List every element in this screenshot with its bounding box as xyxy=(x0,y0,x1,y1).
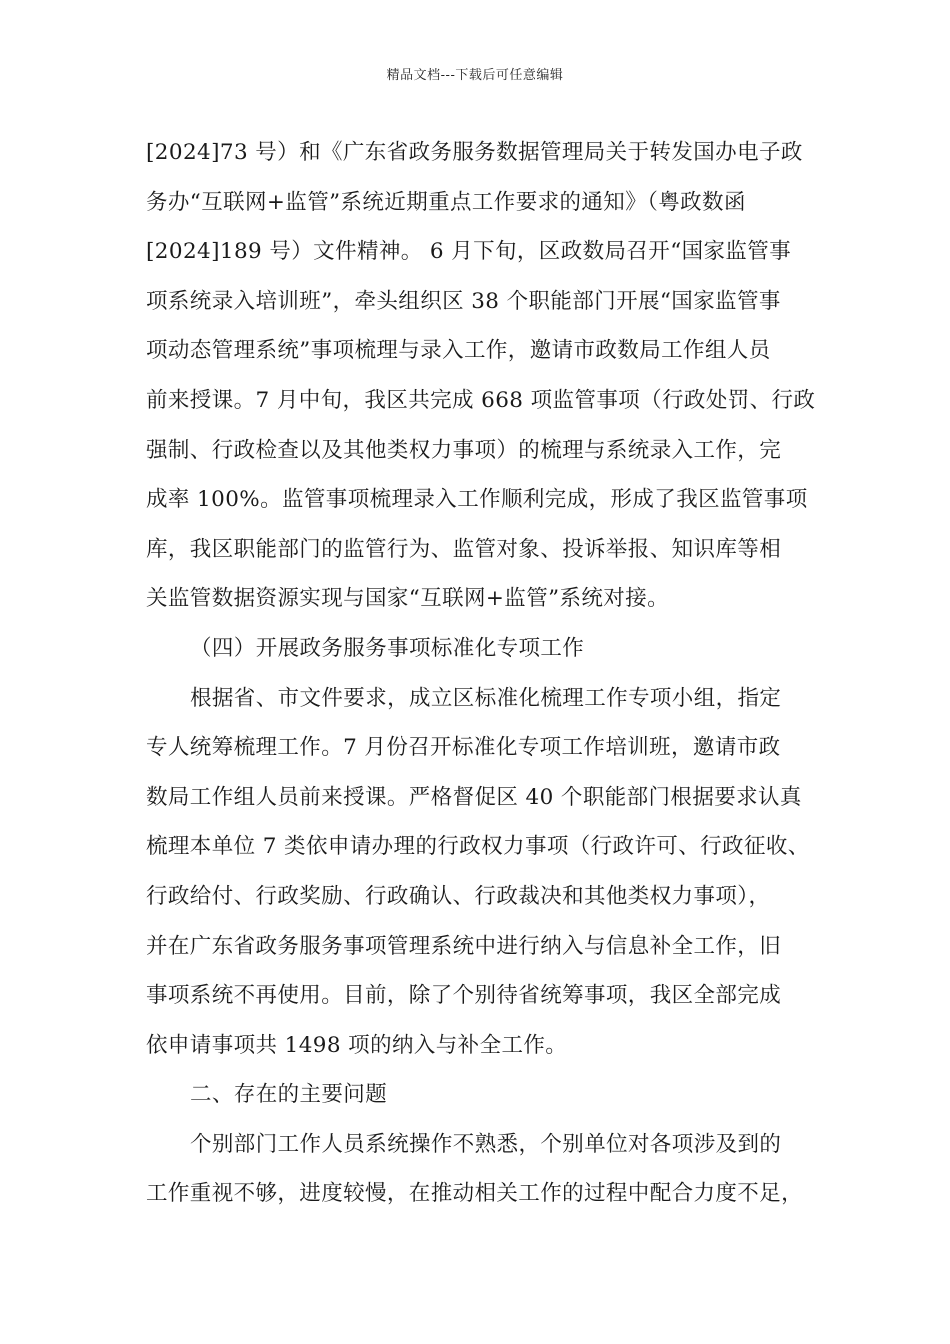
text-line: [2024]189 号）文件精神。 6 月下旬，区政数局召开“国家监管事 xyxy=(146,239,792,265)
text-line: 梳理本单位 7 类依申请办理的行政权力事项（行政许可、行政征收、 xyxy=(146,834,810,860)
text-line: 行政给付、行政奖励、行政确认、行政裁决和其他类权力事项）， xyxy=(146,883,771,909)
paragraph-first-line: 根据省、市文件要求，成立区标准化梳理工作专项小组，指定 xyxy=(190,685,782,711)
text-line: 事项系统不再使用。目前，除了个别待省统筹事项，我区全部完成 xyxy=(146,983,782,1009)
section-heading: （四）开展政务服务事项标准化专项工作 xyxy=(190,635,585,661)
text-line: 项系统录入培训班”，牵头组织区 38 个职能部门开展“国家监管事 xyxy=(146,288,781,314)
page-header: 精品文档---下载后可任意编辑 xyxy=(386,68,564,83)
text-line: 前来授课。7 月中旬，我区共完成 668 项监管事项（行政处罚、行政 xyxy=(146,387,816,413)
text-line: 关监管数据资源实现与国家“互联网+监管”系统对接。 xyxy=(146,586,669,612)
text-line: 数局工作组人员前来授课。严格督促区 40 个职能部门根据要求认真 xyxy=(146,784,802,810)
text-line: 库，我区职能部门的监管行为、监管对象、投诉举报、知识库等相 xyxy=(146,536,782,562)
text-line: 强制、行政检查以及其他类权力事项）的梳理与系统录入工作，完 xyxy=(146,437,782,463)
text-line: 工作重视不够，进度较慢，在推动相关工作的过程中配合力度不足， xyxy=(146,1181,804,1207)
section-heading: 二、存在的主要问题 xyxy=(190,1082,388,1108)
text-line: 成率 100%。监管事项梳理录入工作顺利完成，形成了我区监管事项 xyxy=(146,487,808,513)
document-body xyxy=(146,128,846,1219)
text-line: 并在广东省政务服务事项管理系统中进行纳入与信息补全工作，旧 xyxy=(146,933,782,959)
paragraph-first-line: 个别部门工作人员系统操作不熟悉，个别单位对各项涉及到的 xyxy=(190,1131,782,1157)
text-line: 项动态管理系统”事项梳理与录入工作，邀请市政数局工作组人员 xyxy=(146,338,771,364)
text-line: 专人统筹梳理工作。7 月份召开标准化专项工作培训班，邀请市政 xyxy=(146,735,781,761)
text-line: 务办“互联网+监管”系统近期重点工作要求的通知》（粤政数函 xyxy=(146,189,746,215)
text-line: [2024]73 号）和《广东省政务服务数据管理局关于转发国办电子政 xyxy=(146,140,803,165)
text-line: 依申请事项共 1498 项的纳入与补全工作。 xyxy=(146,1032,568,1058)
